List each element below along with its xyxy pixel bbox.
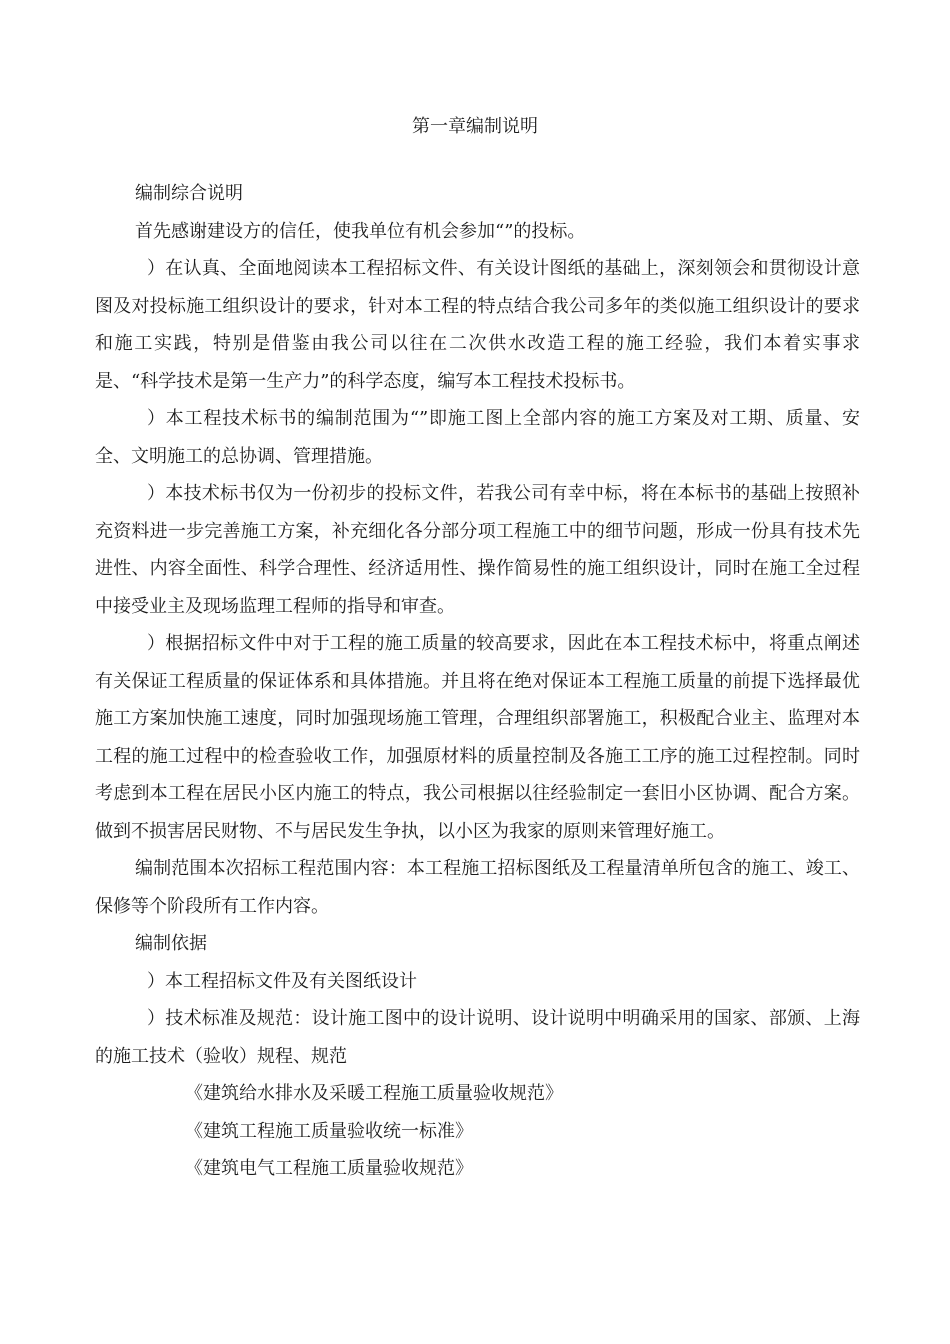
paragraph: ）本工程技术标书的编制范围为“”即施工图上全部内容的施工方案及对工期、质量、安全、文明施工的总协调、管理措施。 (95, 408, 860, 467)
paragraph: ）根据招标文件中对于工程的施工质量的较高要求，因此在本工程技术标中，将重点阐述有关保证工程质量的保证体系和具体措施。并且将在绝对保证本工程施工质量的前提下选择最优施工方案加快施工速度，同时加强现场施工管理，合理组织部署施工，积极配合业主、监理对本工程的施工过程中的检查验收工作，加强原材料的质量控制及各施工工序的施工过程控制。同时考虑到本工程在居民小区内施工的特点，我公司根据以往经验制定一套旧小区协调、配合方案。做到不损害居民财物、不与居民发生争执，以小区为我家的原则来管理好施工。 (95, 633, 860, 842)
paragraph: ）本技术标书仅为一份初步的投标文件，若我公司有幸中标，将在本标书的基础上按照补充资料进一步完善施工方案，补充细化各分部分项工程施工中的细节问题，形成一份具有技术先进性、内容全面性、科学合理性、经济适用性、操作简易性的施工组织设计，同时在施工全过程中接受业主及现场监理工程师的指导和审查。 (95, 483, 860, 617)
section-heading: 编制综合说明 (135, 183, 243, 204)
paragraph: 编制范围本次招标工程范围内容：本工程施工招标图纸及工程量清单所包含的施工、竣工、保修等个阶段所有工作内容。 (95, 858, 860, 917)
section-heading: 编制依据 (135, 933, 207, 954)
paragraph: 首先感谢建设方的信任，使我单位有机会参加“”的投标。 (135, 220, 586, 242)
document-body (95, 175, 860, 1188)
list-item: ）本工程招标文件及有关图纸设计 (147, 970, 417, 992)
chapter-title: 第一章编制说明 (412, 116, 538, 137)
standard-item: 《建筑电气工程施工质量验收规范》 (185, 1158, 473, 1179)
list-item: ）技术标准及规范：设计施工图中的设计说明、设计说明中明确采用的国家、部颁、上海的施工技术（验收）规程、规范 (95, 1008, 860, 1067)
paragraph: ）在认真、全面地阅读本工程招标文件、有关设计图纸的基础上，深刻领会和贯彻设计意图及对投标施工组织设计的要求，针对本工程的特点结合我公司多年的类似施工组织设计的要求和施工实践，特别是借鉴由我公司以往在二次供水改造工程的施工经验，我们本着实事求是、“科学技术是第一生产力”的科学态度，编写本工程技术投标书。 (95, 258, 860, 392)
standard-item: 《建筑工程施工质量验收统一标准》 (185, 1120, 473, 1142)
standard-item: 《建筑给水排水及采暖工程施工质量验收规范》 (185, 1083, 563, 1104)
